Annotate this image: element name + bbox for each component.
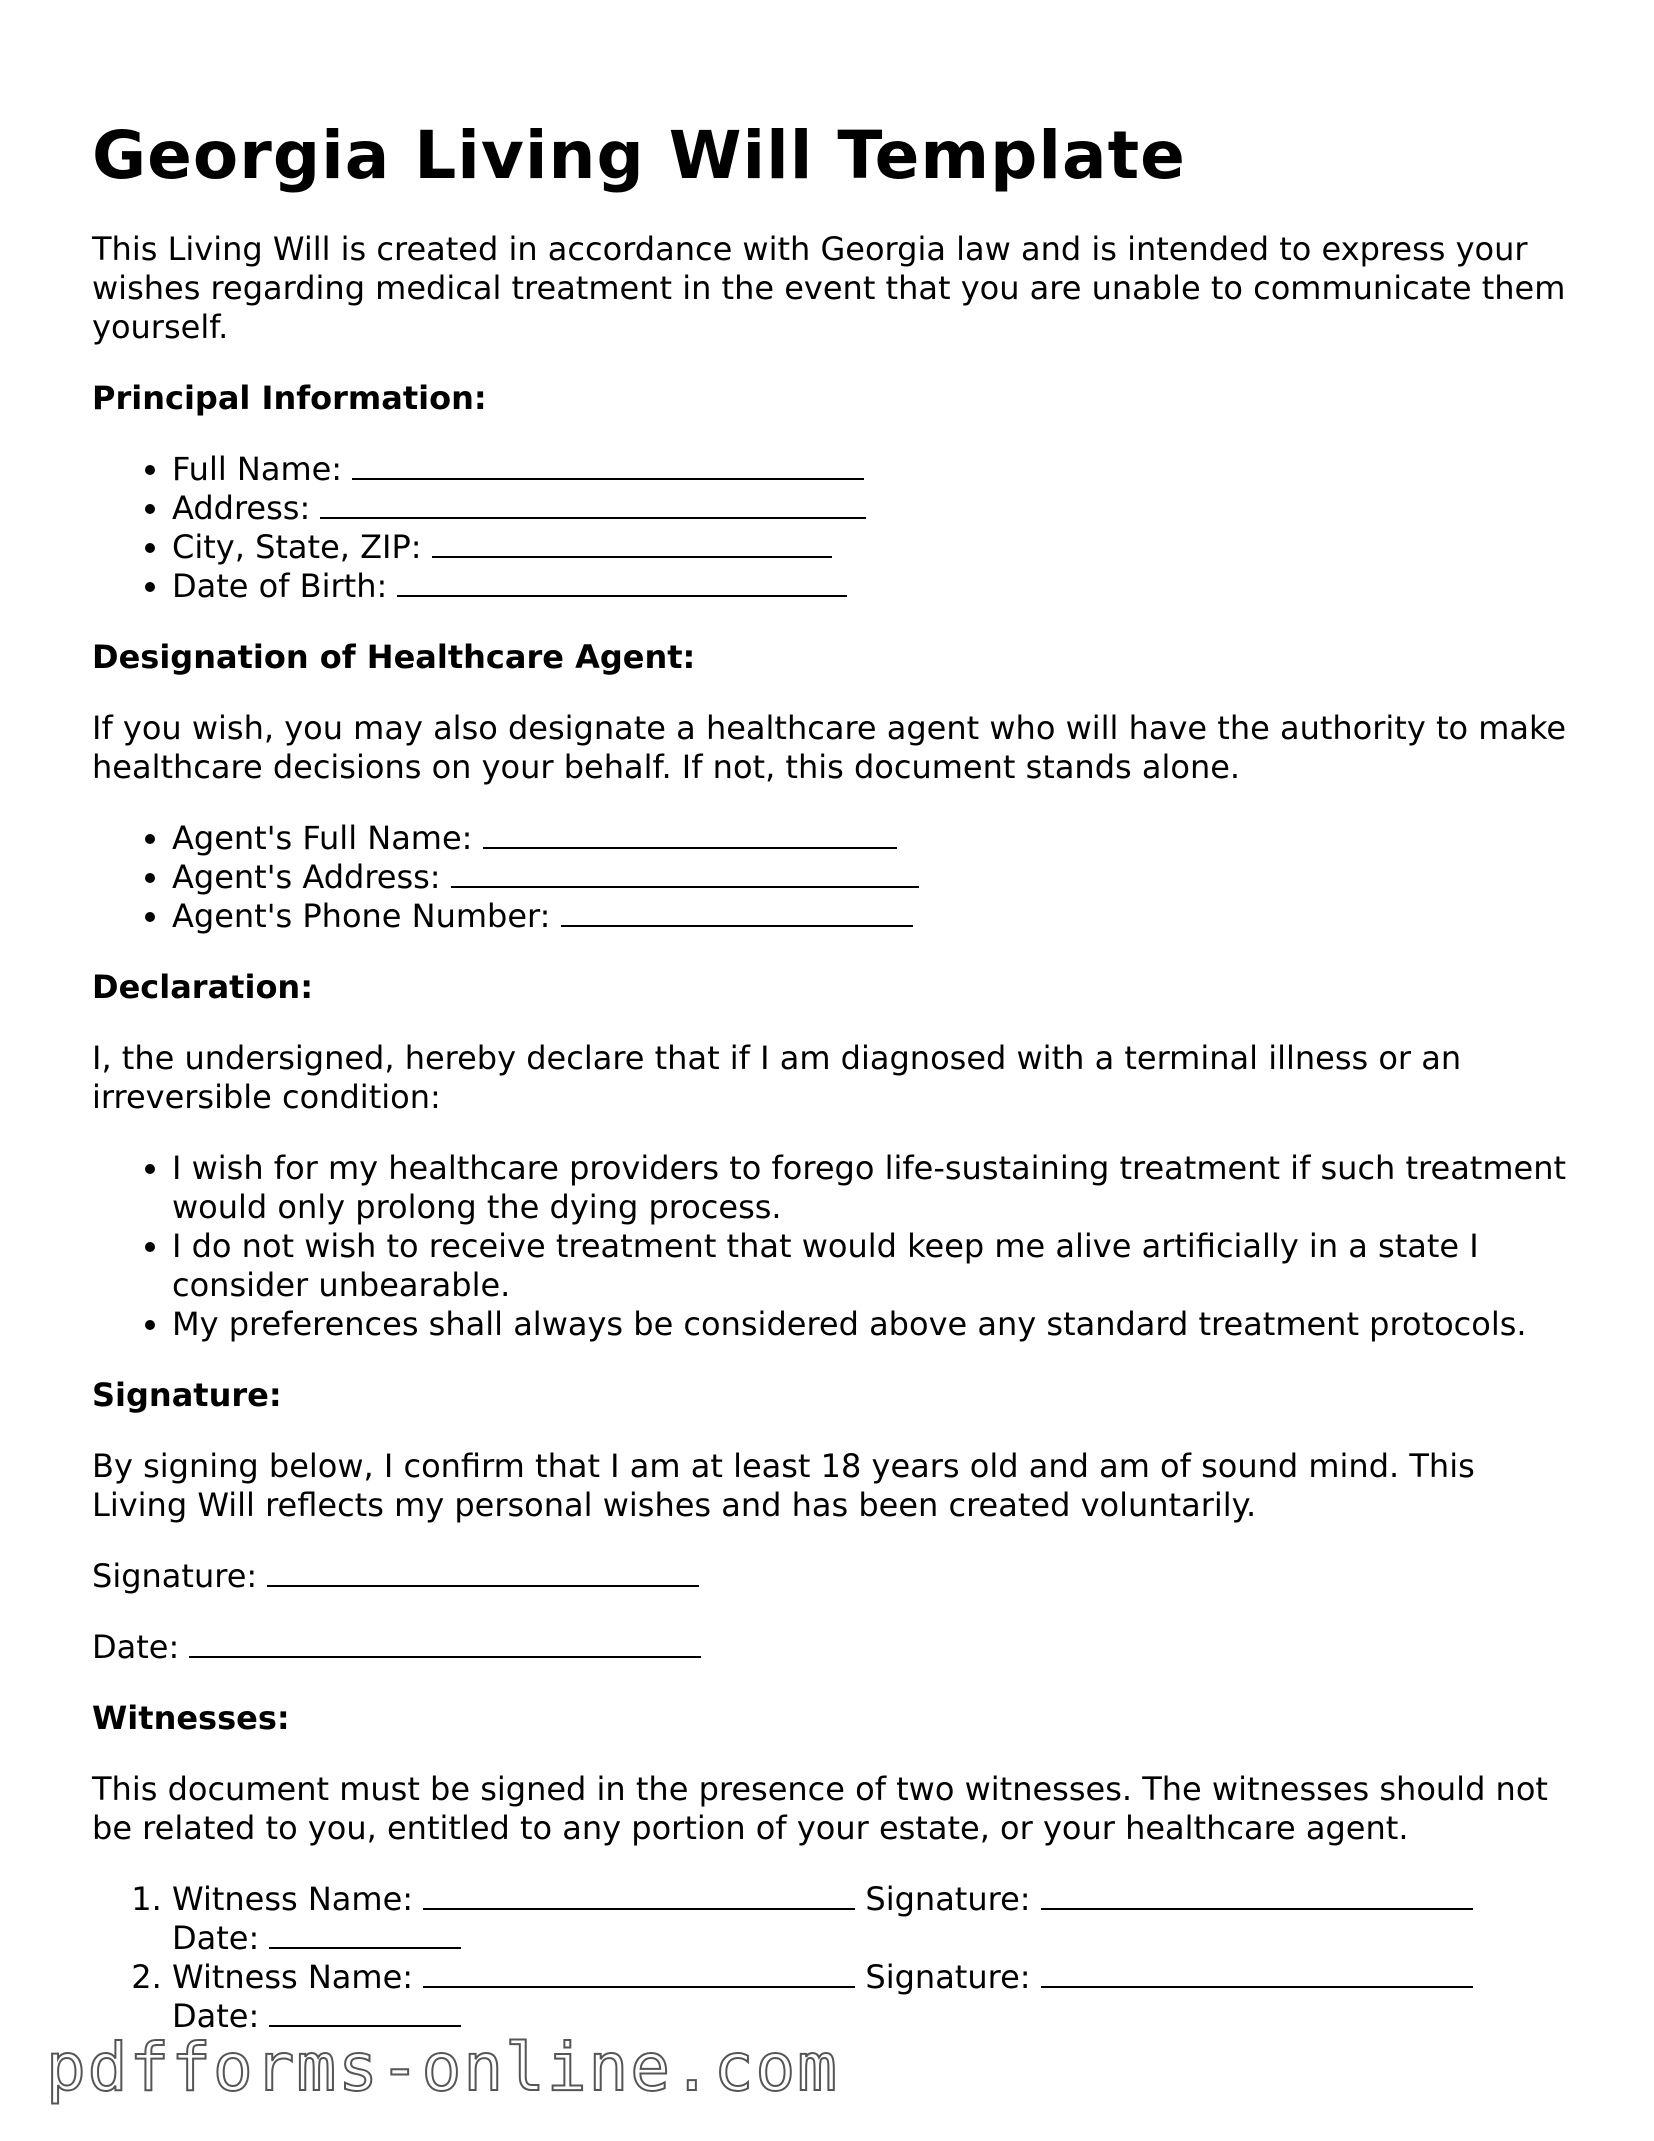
witnesses-paragraph: This document must be signed in the presence of two witnesses. The witnesses should not be related to you, entitled to any portion of your estate, or your healthcare agent.	[92, 1770, 1548, 1847]
date-label: Date:	[92, 1628, 180, 1666]
agent-address-field[interactable]	[451, 885, 919, 888]
address-field[interactable]	[320, 516, 866, 519]
list-item: • My preferences shall always be considered above any standard treatment protocols.	[172, 1305, 1572, 1344]
principal-heading: Principal Information:	[92, 379, 487, 417]
signature-line	[92, 1557, 1572, 1596]
witnesses-heading: Witnesses:	[92, 1699, 290, 1737]
list-item	[172, 567, 1572, 606]
witnesses-list	[92, 1880, 1572, 2036]
agent-name-field[interactable]	[483, 846, 897, 849]
list-item: • I do not wish to receive treatment that would keep me alive artificially in a state I consider unbearable.	[172, 1227, 1572, 1305]
list-item	[172, 1880, 1572, 1958]
intro-paragraph: This Living Will is created in accordance with Georgia law and is intended to express your wishes regarding medical treatment in the event that you are unable to communicate them yourself.	[92, 230, 1566, 346]
agent-phone-label: Agent's Phone Number:	[172, 897, 551, 935]
date-field[interactable]	[189, 1655, 701, 1658]
declaration-list	[92, 1149, 1572, 1344]
list-item	[172, 489, 1572, 528]
document-page	[92, 108, 1572, 2036]
agent-fields-list	[92, 819, 1572, 936]
signature-field[interactable]	[267, 1584, 699, 1587]
agent-address-label: Agent's Address:	[172, 858, 441, 896]
witness-signature-label: Signature:	[865, 1958, 1031, 1996]
date-line	[92, 1628, 1572, 1667]
witness-2-name-field[interactable]	[423, 1985, 855, 1988]
witness-2-signature-field[interactable]	[1041, 1985, 1473, 1988]
witness-name-label: Witness Name:	[172, 1880, 414, 1918]
list-item	[172, 858, 1572, 897]
list-item	[172, 450, 1572, 489]
signature-paragraph: By signing below, I confirm that I am at least 18 years old and am of sound mind. This Living Will reflects my personal wishes and has been created voluntarily.	[92, 1447, 1475, 1524]
witness-2-date-field[interactable]	[269, 2024, 461, 2027]
agent-name-label: Agent's Full Name:	[172, 819, 473, 857]
signature-heading: Signature:	[92, 1376, 282, 1414]
witness-signature-label: Signature:	[865, 1880, 1031, 1918]
witness-date-label: Date:	[172, 1997, 260, 2035]
watermark: pdfforms-online.com	[46, 2029, 839, 2106]
agent-paragraph: If you wish, you may also designate a healthcare agent who will have the authority to make healthcare decisions on your behalf. If not, this document stands alone.	[92, 709, 1567, 786]
list-item	[172, 1958, 1572, 2036]
witness-date-label: Date:	[172, 1919, 260, 1957]
full-name-label: Full Name:	[172, 450, 343, 488]
agent-heading: Designation of Healthcare Agent:	[92, 638, 696, 676]
declaration-paragraph: I, the undersigned, hereby declare that if I am diagnosed with a terminal illness or an irreversible condition:	[92, 1039, 1462, 1116]
witness-1-name-field[interactable]	[423, 1907, 855, 1910]
date-of-birth-field[interactable]	[397, 594, 847, 597]
address-label: Address:	[172, 489, 311, 527]
list-item	[172, 897, 1572, 936]
date-of-birth-label: Date of Birth:	[172, 567, 388, 605]
signature-label: Signature:	[92, 1557, 258, 1595]
city-state-zip-label: City, State, ZIP:	[172, 528, 422, 566]
list-item	[172, 819, 1572, 858]
list-item	[172, 528, 1572, 567]
principal-fields-list	[92, 450, 1572, 606]
agent-phone-field[interactable]	[561, 924, 913, 927]
witness-1-date-field[interactable]	[269, 1946, 461, 1949]
list-item: • I wish for my healthcare providers to forego life-sustaining treatment if such treatment would only prolong the dying process.	[172, 1149, 1572, 1227]
declaration-heading: Declaration:	[92, 968, 313, 1006]
full-name-field[interactable]	[352, 477, 864, 480]
city-state-zip-field[interactable]	[432, 555, 832, 558]
page-title: Georgia Living Will Template	[92, 117, 1186, 194]
witness-1-signature-field[interactable]	[1041, 1907, 1473, 1910]
witness-name-label: Witness Name:	[172, 1958, 414, 1996]
